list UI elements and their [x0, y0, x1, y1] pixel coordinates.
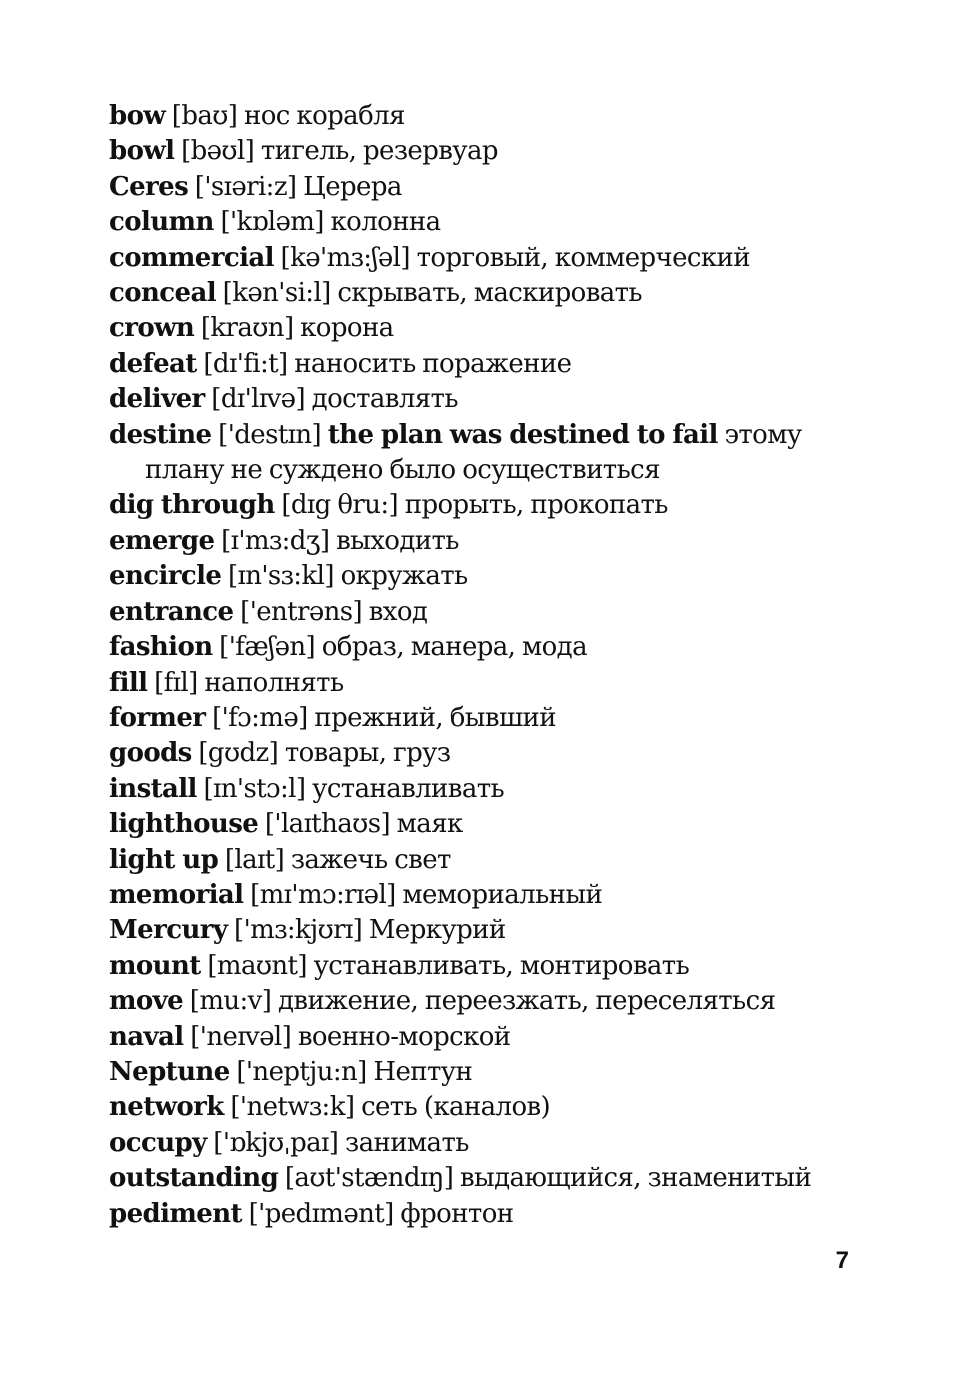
glossary-entry — [109, 736, 869, 771]
glossary-entry — [109, 134, 869, 169]
transcription: ['destɪn] — [218, 419, 322, 450]
transcription: [laɪt] — [224, 844, 285, 875]
translation: движение, переезжать, переселяться — [278, 986, 776, 1017]
transcription: ['netwɜ:k] — [230, 1092, 355, 1123]
transcription: ['pedɪmənt] — [248, 1198, 394, 1229]
glossary-entry — [109, 595, 869, 630]
transcription: [kraʊn] — [200, 313, 294, 344]
glossary-entry — [109, 205, 869, 240]
glossary-entry — [109, 984, 869, 1019]
transcription: ['mɜ:kjʊrɪ] — [234, 915, 363, 946]
headword: occupy — [109, 1127, 207, 1158]
translation: вход — [368, 596, 428, 627]
headword: conceal — [109, 278, 216, 309]
translation: корона — [300, 313, 394, 344]
glossary-entry — [109, 913, 869, 948]
transcription: [ɪ'mɜ:dʒ] — [221, 525, 330, 556]
glossary-entry — [109, 524, 869, 559]
headword: naval — [109, 1021, 184, 1052]
glossary-list — [109, 99, 869, 1232]
transcription: ['ɒkjʊˌpaɪ] — [213, 1127, 339, 1158]
glossary-entry — [109, 382, 869, 417]
headword: Neptune — [109, 1056, 230, 1087]
transcription: ['fæʃən] — [219, 632, 316, 663]
transcription: [mɪ'mɔ:rɪəl] — [250, 879, 396, 910]
transcription: [fɪl] — [154, 667, 198, 698]
glossary-entry — [109, 99, 869, 134]
transcription: [baʊ] — [171, 101, 238, 131]
page-number: 7 — [835, 1247, 849, 1274]
headword: bowl — [109, 136, 175, 167]
glossary-entry — [109, 949, 869, 984]
headword: dig through — [109, 490, 275, 521]
transcription: [dɪg θru:] — [281, 490, 399, 521]
transcription: [dɪ'lɪvə] — [211, 384, 305, 415]
translation: образ, манера, мода — [321, 632, 587, 663]
translation: Меркурий — [368, 915, 506, 946]
transcription: ['fɔ:mə] — [212, 702, 308, 733]
translation: скрывать, маскировать — [337, 278, 642, 309]
translation: наполнять — [204, 667, 344, 698]
translation: этому плану не суждено было осуществиться — [145, 419, 802, 486]
translation: военно-морской — [297, 1021, 511, 1052]
translation: выдающийся, знаменитый — [459, 1163, 812, 1194]
glossary-entry — [109, 1055, 869, 1090]
transcription: [ɪn'sɜ:kl] — [227, 561, 334, 592]
usage-example: the plan was destined to fail — [327, 419, 718, 450]
transcription: [dɪ'fi:t] — [203, 348, 288, 379]
translation: прежний, бывший — [314, 702, 556, 733]
headword: defeat — [109, 348, 197, 379]
glossary-entry — [109, 843, 869, 878]
translation: Церера — [303, 171, 402, 202]
translation: фронтон — [400, 1198, 514, 1229]
headword: encircle — [109, 561, 222, 592]
translation: торговый, коммерческий — [416, 242, 750, 273]
translation: маяк — [396, 809, 463, 840]
glossary-entry — [109, 878, 869, 913]
transcription: ['laɪthaʊs] — [264, 809, 390, 840]
transcription: [gʊdz] — [198, 738, 279, 769]
transcription: [aʊt'stændɪŋ] — [284, 1163, 454, 1194]
transcription: [bəʊl] — [181, 136, 255, 167]
glossary-entry — [109, 807, 869, 842]
translation: доставлять — [311, 384, 458, 415]
translation: зажечь свет — [290, 844, 451, 875]
translation: тигель, резервуар — [260, 136, 498, 167]
translation: устанавливать — [312, 773, 505, 804]
glossary-entry — [109, 559, 869, 594]
glossary-entry — [109, 1090, 869, 1125]
headword: commercial — [109, 242, 274, 273]
glossary-entry — [109, 1197, 869, 1232]
translation: наносить поражение — [294, 348, 572, 379]
glossary-entry — [109, 1126, 869, 1161]
headword: Ceres — [109, 171, 189, 202]
headword: entrance — [109, 596, 234, 627]
transcription: [ɪn'stɔ:l] — [203, 773, 306, 804]
translation: колонна — [330, 207, 441, 238]
translation: Нептун — [373, 1056, 473, 1087]
transcription: ['entrəns] — [240, 596, 363, 627]
headword: network — [109, 1092, 224, 1123]
transcription: ['kɒləm] — [220, 207, 324, 238]
glossary-entry — [109, 276, 869, 311]
glossary-entry — [109, 1161, 869, 1196]
transcription: ['neptju:n] — [236, 1056, 367, 1087]
glossary-entry — [109, 666, 869, 701]
headword: lighthouse — [109, 809, 259, 840]
transcription: [kə'mɜ:ʃəl] — [280, 242, 410, 273]
translation: нос корабля — [244, 101, 405, 131]
headword: Mercury — [109, 915, 228, 946]
headword: goods — [109, 738, 192, 769]
transcription: ['sɪəri:z] — [194, 171, 297, 202]
glossary-entry — [109, 1020, 869, 1055]
translation: мемориальный — [402, 879, 603, 910]
translation: сеть (каналов) — [361, 1092, 551, 1123]
translation: прорыть, прокопать — [404, 490, 668, 521]
transcription: ['neɪvəl] — [190, 1021, 292, 1052]
transcription: [mu:v] — [189, 986, 272, 1017]
headword: crown — [109, 313, 195, 344]
glossary-entry — [109, 701, 869, 736]
headword: deliver — [109, 384, 205, 415]
glossary-entry — [109, 241, 869, 276]
headword: former — [109, 702, 206, 733]
translation: занимать — [344, 1127, 469, 1158]
headword: mount — [109, 950, 201, 981]
glossary-entry — [109, 418, 869, 489]
glossary-entry — [109, 488, 869, 523]
headword: memorial — [109, 879, 244, 910]
transcription: [kən'si:l] — [222, 278, 331, 309]
translation: окружать — [340, 561, 468, 592]
translation: товары, груз — [284, 738, 451, 769]
transcription: [maʊnt] — [207, 950, 307, 981]
glossary-entry — [109, 772, 869, 807]
headword: column — [109, 207, 214, 238]
headword: light up — [109, 844, 219, 875]
headword: move — [109, 986, 184, 1017]
glossary-entry — [109, 630, 869, 665]
headword: fashion — [109, 632, 213, 663]
glossary-entry — [109, 311, 869, 346]
translation: выходить — [336, 525, 459, 556]
translation: устанавливать, монтировать — [313, 950, 690, 981]
glossary-entry — [109, 347, 869, 382]
headword: fill — [109, 667, 148, 698]
headword: outstanding — [109, 1163, 279, 1194]
headword: bow — [109, 101, 166, 131]
headword: destine — [109, 419, 212, 450]
headword: install — [109, 773, 197, 804]
glossary-entry — [109, 170, 869, 205]
headword: pediment — [109, 1198, 242, 1229]
headword: emerge — [109, 525, 215, 556]
